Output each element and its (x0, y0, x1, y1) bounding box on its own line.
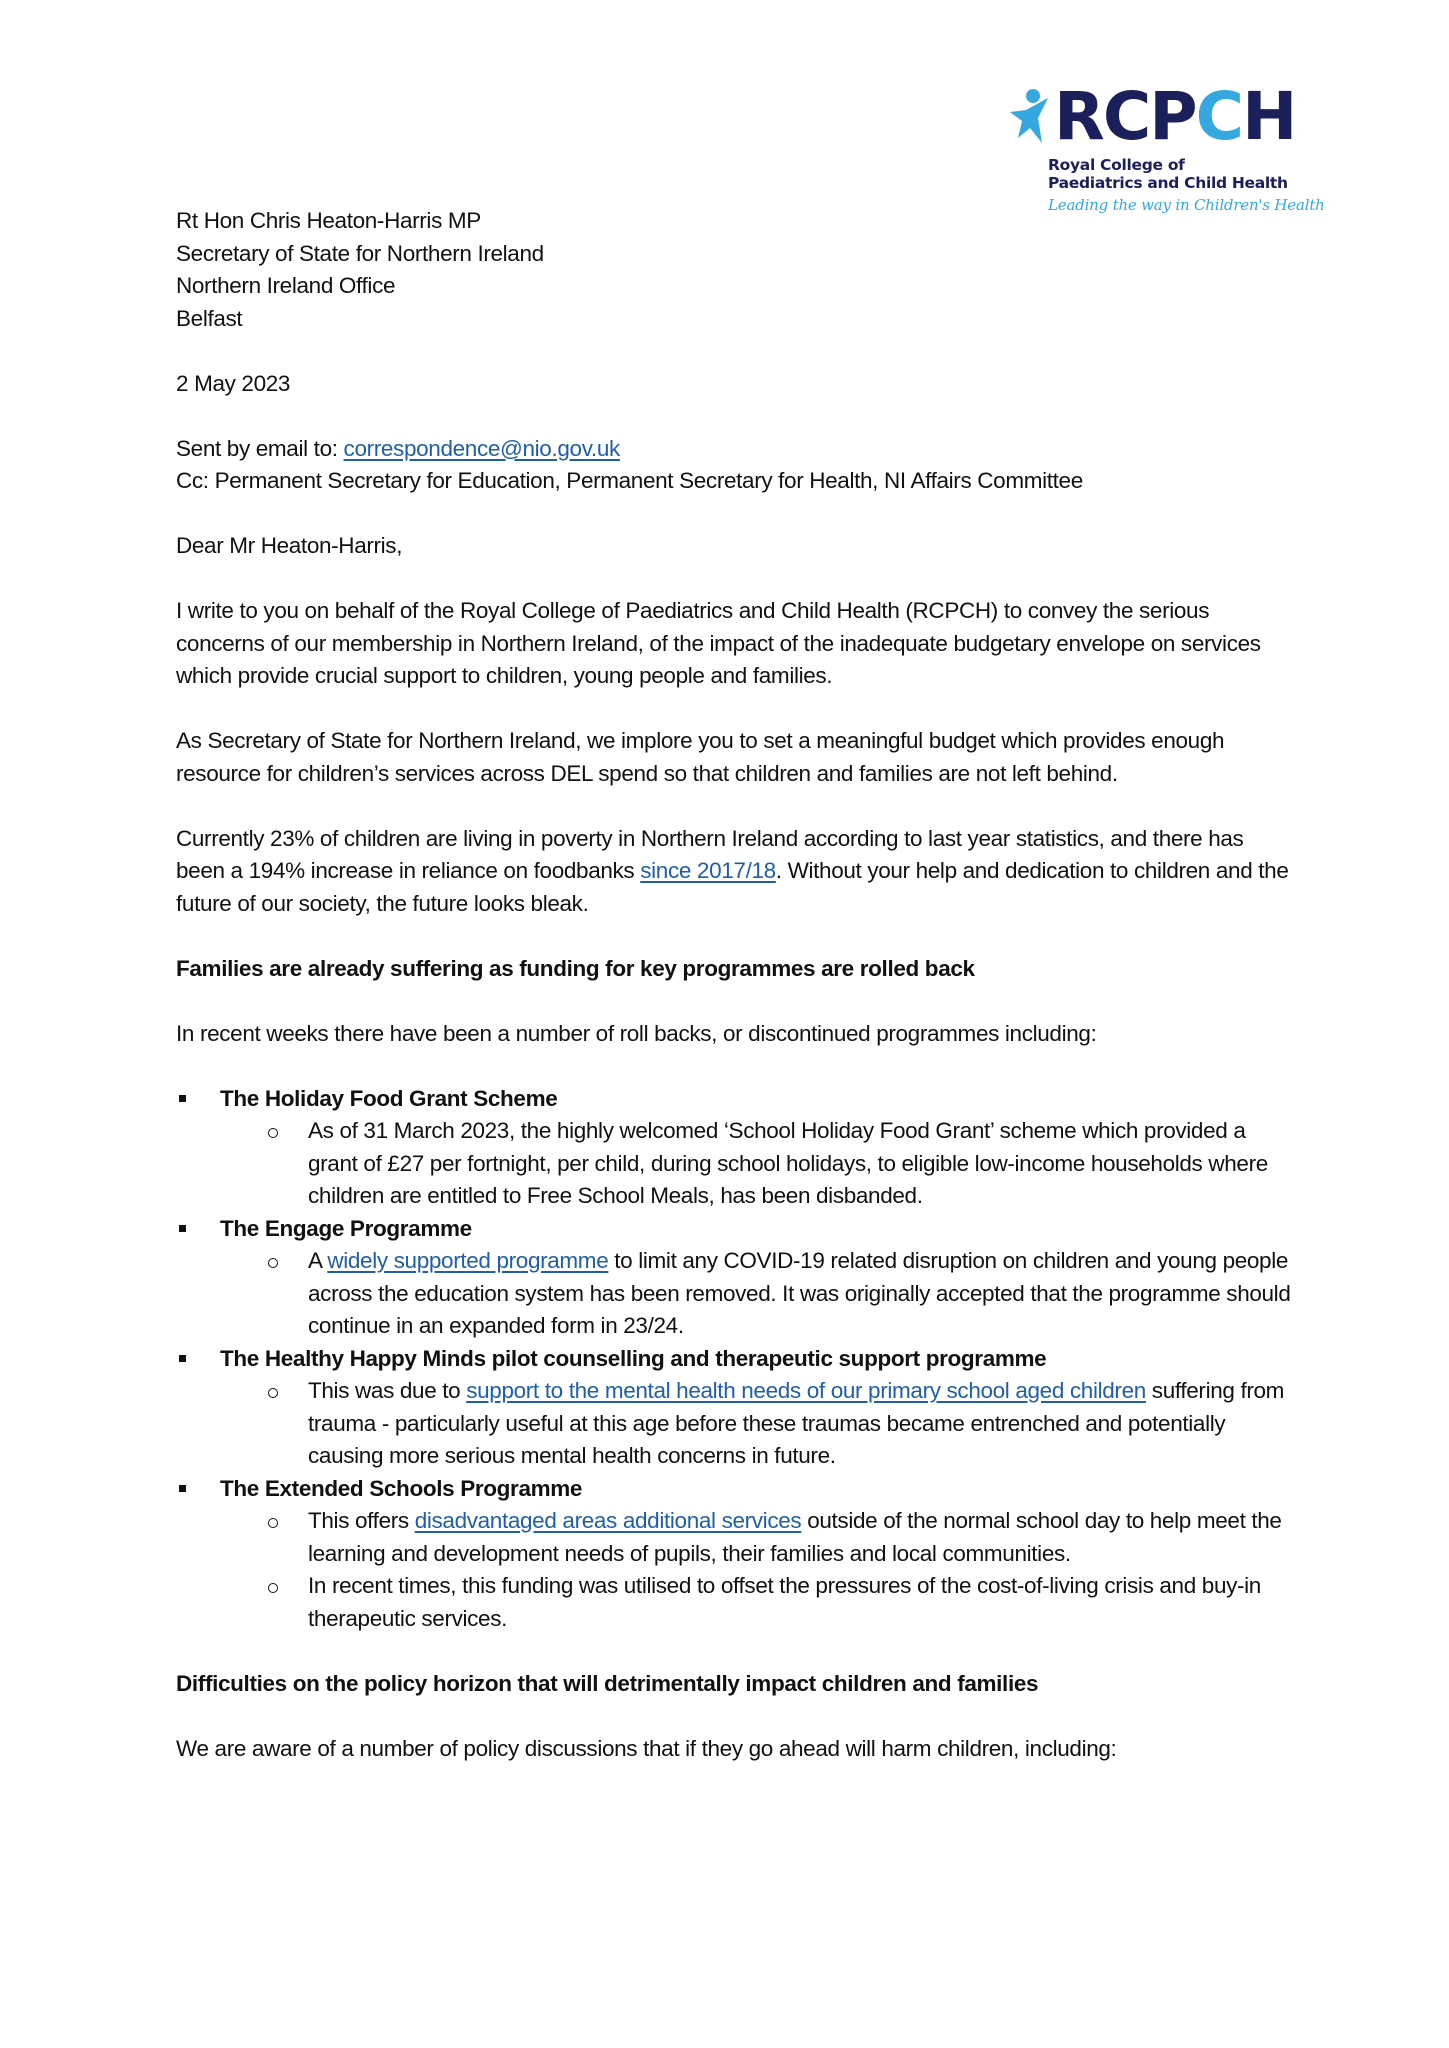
square-bullet-icon (179, 1095, 186, 1102)
letter-date: 2 May 2023 (176, 370, 291, 396)
child-star-icon (1008, 88, 1052, 146)
programme-list (176, 1083, 1296, 1636)
list-item (176, 1473, 1296, 1636)
logo-wordmark: RCPCH (1054, 78, 1296, 155)
section-heading-rollbacks: Families are already suffering as funding for key programmes are rolled back (176, 955, 975, 981)
square-bullet-icon (179, 1485, 186, 1492)
circle-bullet-icon (268, 1583, 278, 1593)
extended-schools-link[interactable]: disadvantaged areas additional services (414, 1508, 802, 1533)
rcpch-logo (1008, 78, 1328, 214)
circle-bullet-icon (268, 1128, 278, 1138)
recipient-name: Rt Hon Chris Heaton-Harris MP (176, 208, 481, 233)
programme-title: The Holiday Food Grant Scheme (220, 1085, 558, 1111)
recipient-title: Secretary of State for Northern Ireland (176, 240, 544, 266)
sub-list-item: As of 31 March 2023, the highly welcomed ‘School Holiday Food Grant’ scheme which provided a grant of £27 per fortnight, per child, during school holidays, to eligible low-income households where children are entitled to Free School Meals, has been disbanded. (220, 1115, 1296, 1213)
paragraph-2: As Secretary of State for Northern Ireland, we implore you to set a meaningful budget which provides enough resource for children’s services across DEL spend so that children and families are not left behind. (176, 728, 1225, 786)
section-intro-rollbacks: In recent weeks there have been a number of roll backs, or discontinued programmes including: (176, 1020, 1097, 1046)
programme-title: The Engage Programme (220, 1215, 472, 1241)
foodbank-stats-link[interactable]: since 2017/18 (640, 858, 776, 883)
square-bullet-icon (179, 1355, 186, 1362)
sub-list-item: This was due to support to the mental health needs of our primary school aged children suffering from trauma - particularly useful at this age before these traumas became entrenched and potentially causing more serious mental health concerns in future. (220, 1375, 1296, 1473)
sent-by-line: Sent by email to: correspondence@nio.gov.uk (176, 435, 620, 461)
email-link[interactable]: correspondence@nio.gov.uk (343, 435, 620, 461)
sub-list-item: In recent times, this funding was utilised to offset the pressures of the cost-of-living crisis and buy-in therapeutic services. (220, 1570, 1296, 1635)
section-heading-policy: Difficulties on the policy horizon that will detrimentally impact children and families (176, 1670, 1039, 1696)
list-item (176, 1343, 1296, 1473)
circle-bullet-icon (268, 1258, 278, 1268)
logo-tagline: Leading the way in Children's Health (1048, 196, 1325, 214)
engage-programme-link[interactable]: widely supported programme (327, 1248, 609, 1273)
paragraph-1: I write to you on behalf of the Royal College of Paediatrics and Child Health (RCPCH) to convey the serious concerns of our membership in Northern Ireland, of the impact of the inadequate budgetary envelope on services which provide crucial support to children, young people and families. (176, 598, 1261, 688)
letter-body (176, 205, 1296, 1765)
logo-org-name: Royal College of Paediatrics and Child Health (1048, 156, 1288, 192)
logo-mark (1008, 78, 1328, 155)
salutation: Dear Mr Heaton-Harris, (176, 533, 403, 558)
list-item (176, 1213, 1296, 1343)
circle-bullet-icon (268, 1518, 278, 1528)
sub-list-item: A widely supported programme to limit any COVID-19 related disruption on children and young people across the education system has been removed. It was originally accepted that the programme should continue in an expanded form in 23/24. (220, 1245, 1296, 1343)
section-intro-policy: We are aware of a number of policy discussions that if they go ahead will harm children, including: (176, 1735, 1117, 1761)
recipient-city: Belfast (176, 305, 243, 331)
square-bullet-icon (179, 1225, 186, 1232)
mental-health-needs-link[interactable]: support to the mental health needs of our primary school aged children (466, 1378, 1146, 1403)
recipient-address (176, 205, 1296, 335)
recipient-office: Northern Ireland Office (176, 273, 396, 298)
circle-bullet-icon (268, 1388, 278, 1398)
programme-title: The Extended Schools Programme (220, 1475, 583, 1501)
paragraph-3: Currently 23% of children are living in poverty in Northern Ireland according to last year statistics, and there has been a 194% increase in reliance on foodbanks since 2017/18. Without your help and dedication to children and the future of our society, the future looks bleak. (176, 825, 1289, 916)
sub-list-item: This offers disadvantaged areas additional services outside of the normal school day to help meet the learning and development needs of pupils, their families and local communities. (220, 1505, 1296, 1570)
list-item (176, 1083, 1296, 1213)
programme-title: The Healthy Happy Minds pilot counselling and therapeutic support programme (220, 1345, 1047, 1371)
cc-line: Cc: Permanent Secretary for Education, Permanent Secretary for Health, NI Affairs Committee (176, 468, 1083, 493)
